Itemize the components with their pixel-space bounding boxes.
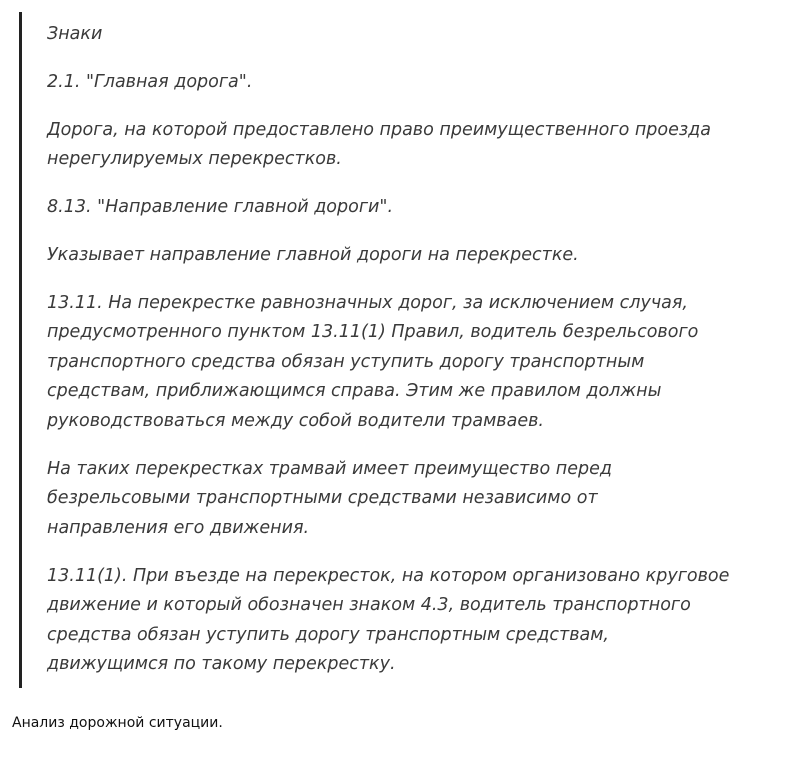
rule-13-11-tram-line: безрельсовыми транспортными средствами независимо от — [47, 488, 598, 508]
rule-13-11-tram-line: направления его движения. — [47, 518, 310, 538]
section-caption: Анализ дорожной ситуации. — [12, 715, 223, 731]
rule-13-11-line: предусмотренного пунктом 13.11(1) Правил, водитель безрельсового — [47, 322, 699, 342]
rule-13-11-1-line: средства обязан уступить дорогу транспортным средствам, — [47, 625, 609, 645]
rule-13-11-1-line: движущимся по такому перекрестку. — [47, 654, 396, 674]
rule-13-11-line: транспортного средства обязан уступить дорогу транспортным — [47, 352, 645, 372]
sign-8-13-title: 8.13. "Направление главной дороги". — [47, 197, 394, 217]
signs-heading: Знаки — [47, 24, 103, 44]
sign-2-1-desc-line: нерегулируемых перекрестков. — [47, 149, 342, 169]
rule-13-11-line: руководствоваться между собой водители трамваев. — [47, 411, 544, 431]
sign-2-1-title: 2.1. "Главная дорога". — [47, 72, 253, 92]
rule-13-11-tram-line: На таких перекрестках трамвай имеет преимущество перед — [47, 459, 612, 479]
rule-13-11-line: 13.11. На перекрестке равнозначных дорог, за исключением случая, — [47, 293, 688, 313]
rule-13-11-1-line: 13.11(1). При въезде на перекресток, на котором организовано круговое — [47, 566, 730, 586]
rule-13-11-1-line: движение и который обозначен знаком 4.3, водитель транспортного — [47, 595, 691, 615]
rule-13-11-line: средствам, приближающимся справа. Этим же правилом должны — [47, 381, 662, 401]
blockquote — [19, 12, 739, 688]
sign-2-1-desc-line: Дорога, на которой предоставлено право преимущественного проезда — [47, 120, 711, 140]
sign-8-13-desc: Указывает направление главной дороги на перекрестке. — [47, 245, 579, 265]
